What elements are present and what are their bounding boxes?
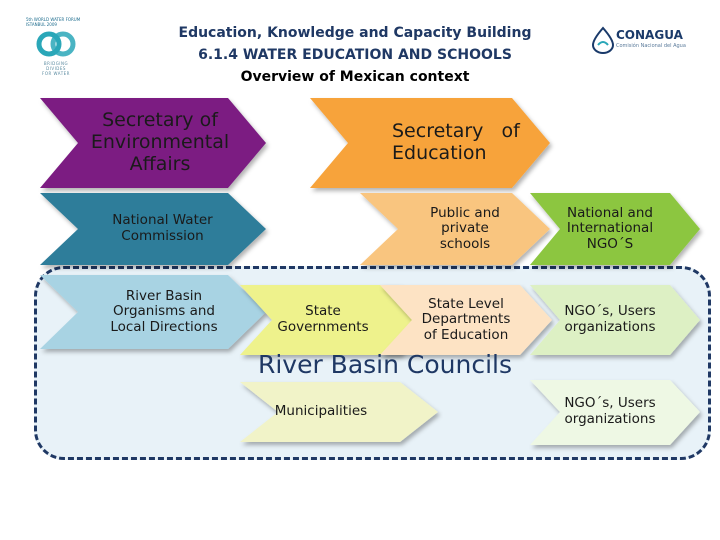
ngo-users-2-line-1: NGO´s, Users — [564, 395, 656, 412]
label-state-education-departments — [410, 287, 522, 353]
basin-orgs-line-2: Organisms and — [113, 303, 215, 320]
label-international-ngo — [556, 195, 664, 263]
schools-line-3: schools — [439, 235, 491, 252]
forum-logo-header-1: 5th WORLD WATER FORUM — [26, 17, 81, 22]
label-river-basin-organisms — [86, 277, 242, 347]
intl-ngo-line-1: National and — [567, 204, 653, 221]
label-public-private-schools — [400, 195, 530, 263]
conagua-name: CONAGUA — [616, 28, 683, 42]
label-national-water-commission — [90, 195, 235, 263]
schools-line-2: private — [441, 220, 489, 237]
ngo-users-1-line-2: organizations — [564, 319, 656, 335]
title-line-1: Education, Knowledge and Capacity Building — [178, 25, 532, 41]
basin-orgs-line-1: River Basin — [125, 287, 203, 304]
sep-line-1: Secretary of — [392, 120, 520, 143]
river-basin-councils-label: River Basin Councils — [257, 350, 513, 379]
state-edu-line-3: of Education — [423, 326, 509, 343]
label-state-governments — [268, 287, 378, 353]
forum-logo-footer-1: BRIDGING — [43, 61, 69, 66]
forum-logo-footer-3: FOR WATER — [42, 71, 70, 76]
title-line-3: Overview of Mexican context — [240, 69, 470, 85]
nwc-line-1: National Water — [112, 212, 213, 229]
label-ngo-users-1 — [556, 287, 664, 353]
forum-logo-header-2: ISTANBUL 2009 — [26, 22, 57, 27]
label-semarnat — [60, 100, 260, 186]
nwc-line-2: Commission — [121, 228, 204, 244]
conagua-subtitle: Comisión Nacional del Agua — [616, 43, 686, 49]
intl-ngo-line-2: International — [566, 220, 654, 237]
schools-line-1: Public and — [430, 204, 500, 221]
semarnat-line-2: Environmental — [90, 131, 230, 154]
state-gov-line-1: State — [305, 303, 341, 320]
sep-line-2: Education — [392, 142, 487, 164]
state-gov-line-2: Governments — [277, 319, 369, 335]
basin-orgs-line-3: Local Directions — [110, 318, 218, 335]
label-ngo-users-2 — [556, 382, 664, 442]
semarnat-line-1: Secretary of — [102, 109, 218, 132]
state-edu-line-2: Departments — [421, 311, 511, 328]
intl-ngo-line-3: NGO´S — [586, 235, 634, 252]
title-line-2: 6.1.4 WATER EDUCATION AND SCHOOLS — [198, 47, 512, 63]
label-sep — [340, 100, 540, 186]
label-municipalities — [262, 384, 380, 440]
ngo-users-2-line-2: organizations — [564, 411, 656, 427]
municipalities-line-1: Municipalities — [274, 403, 368, 420]
forum-logo-footer-2: DIVIDES — [46, 66, 66, 71]
state-edu-line-1: State Level — [428, 295, 504, 312]
ngo-users-1-line-1: NGO´s, Users — [564, 303, 656, 320]
semarnat-line-3: Affairs — [129, 152, 191, 175]
